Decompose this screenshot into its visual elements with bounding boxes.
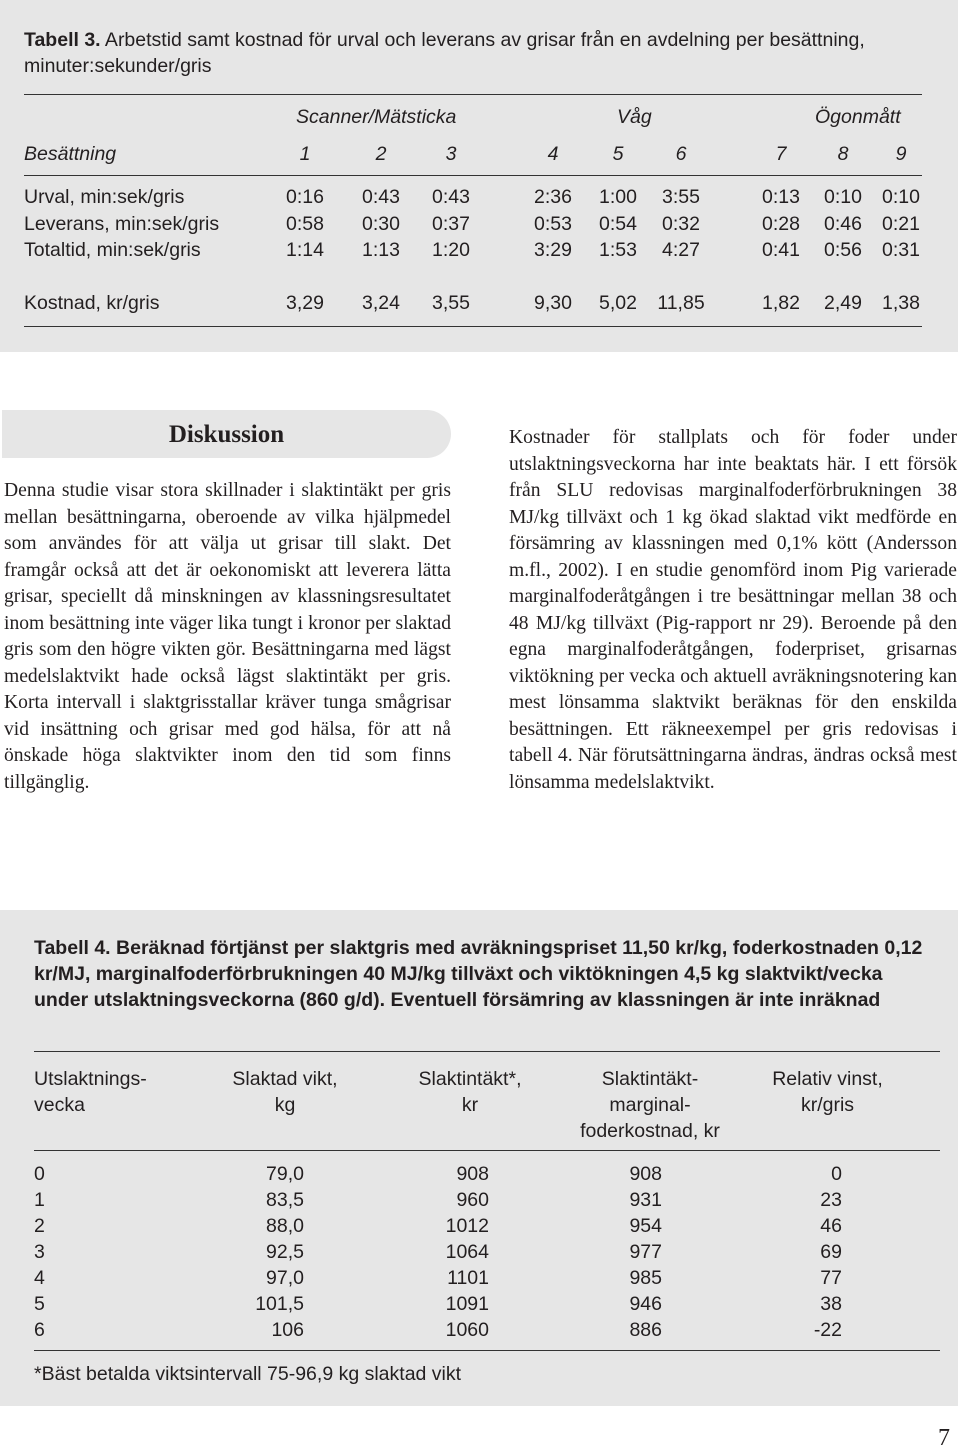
table-cell: 4:27 — [662, 239, 700, 261]
group-header-scanner: Scanner/Mätsticka — [296, 106, 457, 128]
table-cell: 97,0 — [266, 1267, 304, 1289]
column-header: 4 — [547, 143, 559, 165]
header-utslaktningsvecka — [34, 1066, 147, 1118]
table-cell: 0:13 — [762, 186, 800, 208]
table-3-bottom-rule — [24, 326, 922, 327]
table-cell: 3,24 — [362, 292, 400, 314]
table-cell: 1:00 — [599, 186, 637, 208]
header-line: Slaktintäkt- — [601, 1068, 699, 1090]
table-cell: 985 — [629, 1267, 662, 1289]
table-cell: -22 — [813, 1319, 842, 1341]
table-cell: 960 — [456, 1189, 489, 1211]
table-cell: 0:16 — [286, 186, 324, 208]
table-4-footnote: *Bäst betalda viktsintervall 75-96,9 kg slaktad vikt — [34, 1363, 462, 1385]
header-slaktad-vikt — [200, 1066, 370, 1118]
table-cell: 1091 — [445, 1293, 489, 1315]
header-line: Slaktad vikt, — [232, 1068, 338, 1090]
table-cell: 931 — [629, 1189, 662, 1211]
header-line: Utslaktnings- — [34, 1068, 147, 1090]
row-label-leverans: Leverans, min:sek/gris — [24, 213, 220, 235]
table-4-caption — [34, 935, 942, 1013]
table-cell: 5 — [34, 1293, 45, 1315]
discussion-left-column: Denna studie visar stora skillnader i slaktintäkt per gris mellan besättningarna, oberoende av vilka hjälpmedel som användes för att välja ut grisar till slakt. Det framgår också att det är oekonomiskt att leverera lätta grisar, speciellt då minskningen av klassningsresultatet inom besättning inte väger lika tungt i kronor per slaktad gris som den högre vikten gör. Besättningarna med lägst medelslaktvikt hade också lägst slaktintäkt per gris. Korta intervall i slaktgrisstallar kräver tunga smågrisar vid insättning och grisar med god hälsa, för att nå önskade höga slaktvikter inom den tid som finns tillgänglig. — [4, 480, 451, 793]
group-header-ogonmatt: Ögonmått — [815, 106, 901, 128]
table-4-header-rule — [34, 1150, 940, 1151]
table-cell: 1:14 — [286, 239, 324, 261]
row-header-besattning: Besättning — [24, 143, 117, 165]
table-cell: 908 — [456, 1163, 489, 1185]
table-3-caption-text: Arbetstid samt kostnad för urval och leverans av grisar från en avdelning per besättning, minuter:sekunder/gris — [24, 29, 865, 77]
header-slaktintakt — [385, 1066, 555, 1118]
table-cell: 0 — [831, 1163, 842, 1185]
table-cell: 2:36 — [534, 186, 572, 208]
table-cell: 3,55 — [432, 292, 470, 314]
table-cell: 0:10 — [882, 186, 920, 208]
row-label-urval: Urval, min:sek/gris — [24, 186, 185, 208]
table-4-top-rule — [34, 1051, 940, 1052]
column-header: 7 — [775, 143, 787, 165]
row-label-totaltid: Totaltid, min:sek/gris — [24, 239, 201, 261]
table-cell: 0:43 — [362, 186, 400, 208]
column-header: 3 — [445, 143, 457, 165]
header-line: Slaktintäkt*, — [418, 1068, 522, 1090]
table-cell: 101,5 — [255, 1293, 304, 1315]
table-cell: 69 — [820, 1241, 842, 1263]
table-cell: 1:20 — [432, 239, 470, 261]
table-cell: 0 — [34, 1163, 45, 1185]
table-cell: 92,5 — [266, 1241, 304, 1263]
table-cell: 2,49 — [824, 292, 862, 314]
table-cell: 1,82 — [762, 292, 800, 314]
table-cell: 0:30 — [362, 213, 400, 235]
table-cell: 0:21 — [882, 213, 920, 235]
discussion-heading: Diskussion — [2, 410, 451, 458]
column-header: 9 — [895, 143, 907, 165]
header-line: Relativ vinst, — [772, 1068, 883, 1090]
table-cell: 0:54 — [599, 213, 637, 235]
table-cell: 0:53 — [534, 213, 572, 235]
table-cell: 908 — [629, 1163, 662, 1185]
table-cell: 1,38 — [882, 292, 920, 314]
table-cell: 0:37 — [432, 213, 470, 235]
header-line: vecka — [34, 1094, 85, 1116]
table-cell: 5,02 — [599, 292, 637, 314]
table-cell: 0:32 — [662, 213, 700, 235]
column-header: 1 — [299, 143, 311, 165]
table-cell: 1060 — [445, 1319, 489, 1341]
row-label-kostnad: Kostnad, kr/gris — [24, 292, 160, 314]
table-cell: 0:43 — [432, 186, 470, 208]
table-cell: 83,5 — [266, 1189, 304, 1211]
table-cell: 946 — [629, 1293, 662, 1315]
table-cell: 1012 — [445, 1215, 489, 1237]
group-header-vag: Våg — [617, 106, 652, 128]
header-line: kg — [274, 1094, 296, 1116]
column-header: 8 — [837, 143, 849, 165]
header-relativ-vinst — [745, 1066, 910, 1118]
column-header: 6 — [675, 143, 687, 165]
table-3-caption — [24, 27, 944, 79]
table-cell: 106 — [271, 1319, 304, 1341]
discussion-right-column: Kostnader för stallplats och för foder under utslaktningsveckorna har inte beaktats här. I ett försök från SLU redovisas marginalfoderförbrukningen 38 MJ/kg tillväxt och 1 kg ökad slaktad vikt medförde en försämring av klassningen med 0,1% kött (Andersson m.fl., 2002). I en studie genomförd inom Pig varierade marginalfoderåtgången i tre besättningar mellan 38 och 48 MJ/kg tillväxt (Pig-rapport nr 29). Beroende på den egna marginalfoderåtgången, foderpriset, grisarnas viktökning per vecka och aktuell avräkningsnotering kan mest lönsamma slaktvikt beräknas för den enskilda besättningen. Ett räkneexempel per gris redovisas i tabell 4. När förutsättningarna ändras, ändras också mest lönsamma medelslaktvikt. — [509, 427, 957, 793]
table-cell: 11,85 — [657, 292, 705, 314]
table-cell: 46 — [820, 1215, 842, 1237]
table-cell: 0:58 — [286, 213, 324, 235]
header-line: kr — [461, 1094, 479, 1116]
page-number: 7 — [938, 1425, 950, 1451]
table-cell: 79,0 — [266, 1163, 304, 1185]
table-4-panel — [0, 910, 958, 1406]
table-cell: 23 — [820, 1189, 842, 1211]
table-3-header-rule — [24, 175, 922, 176]
table-cell: 0:10 — [824, 186, 862, 208]
table-cell: 1 — [34, 1189, 45, 1211]
table-cell: 1064 — [445, 1241, 489, 1263]
table-cell: 0:56 — [824, 239, 862, 261]
table-cell: 2 — [34, 1215, 45, 1237]
table-cell: 3:55 — [662, 186, 700, 208]
table-cell: 977 — [629, 1241, 662, 1263]
table-cell: 1101 — [447, 1267, 489, 1289]
table-cell: 38 — [820, 1293, 842, 1315]
table-4-bottom-rule — [34, 1350, 940, 1351]
table-cell: 0:46 — [824, 213, 862, 235]
header-line: kr/gris — [800, 1094, 855, 1116]
header-line: marginal- — [609, 1094, 691, 1116]
table-3-top-rule — [24, 94, 922, 95]
column-header: 2 — [375, 143, 387, 165]
table-cell: 1:53 — [599, 239, 637, 261]
table-cell: 1:13 — [362, 239, 400, 261]
table-4-caption-text: Beräknad förtjänst per slaktgris med avräkningspriset 11,50 kr/kg, foderkostnaden 0,12 kr/MJ, marginalfoderförbrukningen 40 MJ/kg tillväxt och viktökningen 4,5 kg slaktvikt/vecka under utslaktningsveckorna (860 g/d). Eventuell försämring av klassningen är inte inräknad — [34, 937, 923, 1011]
table-cell: 3:29 — [534, 239, 572, 261]
table-cell: 88,0 — [266, 1215, 304, 1237]
table-cell: 9,30 — [534, 292, 572, 314]
table-cell: 0:31 — [882, 239, 920, 261]
table-cell: 3 — [34, 1241, 45, 1263]
table-4-caption-label: Tabell 4. — [34, 937, 111, 959]
table-3-panel — [0, 0, 958, 352]
table-cell: 3,29 — [286, 292, 324, 314]
table-cell: 886 — [629, 1319, 662, 1341]
column-header: 5 — [612, 143, 624, 165]
table-cell: 0:41 — [762, 239, 800, 261]
header-line: foderkostnad, kr — [580, 1120, 720, 1142]
table-3-caption-label: Tabell 3. — [24, 29, 101, 51]
table-cell: 6 — [34, 1319, 45, 1341]
table-cell: 954 — [629, 1215, 662, 1237]
header-slaktintakt-marginalfoderkostnad — [550, 1066, 750, 1144]
table-cell: 77 — [820, 1267, 842, 1289]
table-cell: 4 — [34, 1267, 45, 1289]
table-cell: 0:28 — [762, 213, 800, 235]
